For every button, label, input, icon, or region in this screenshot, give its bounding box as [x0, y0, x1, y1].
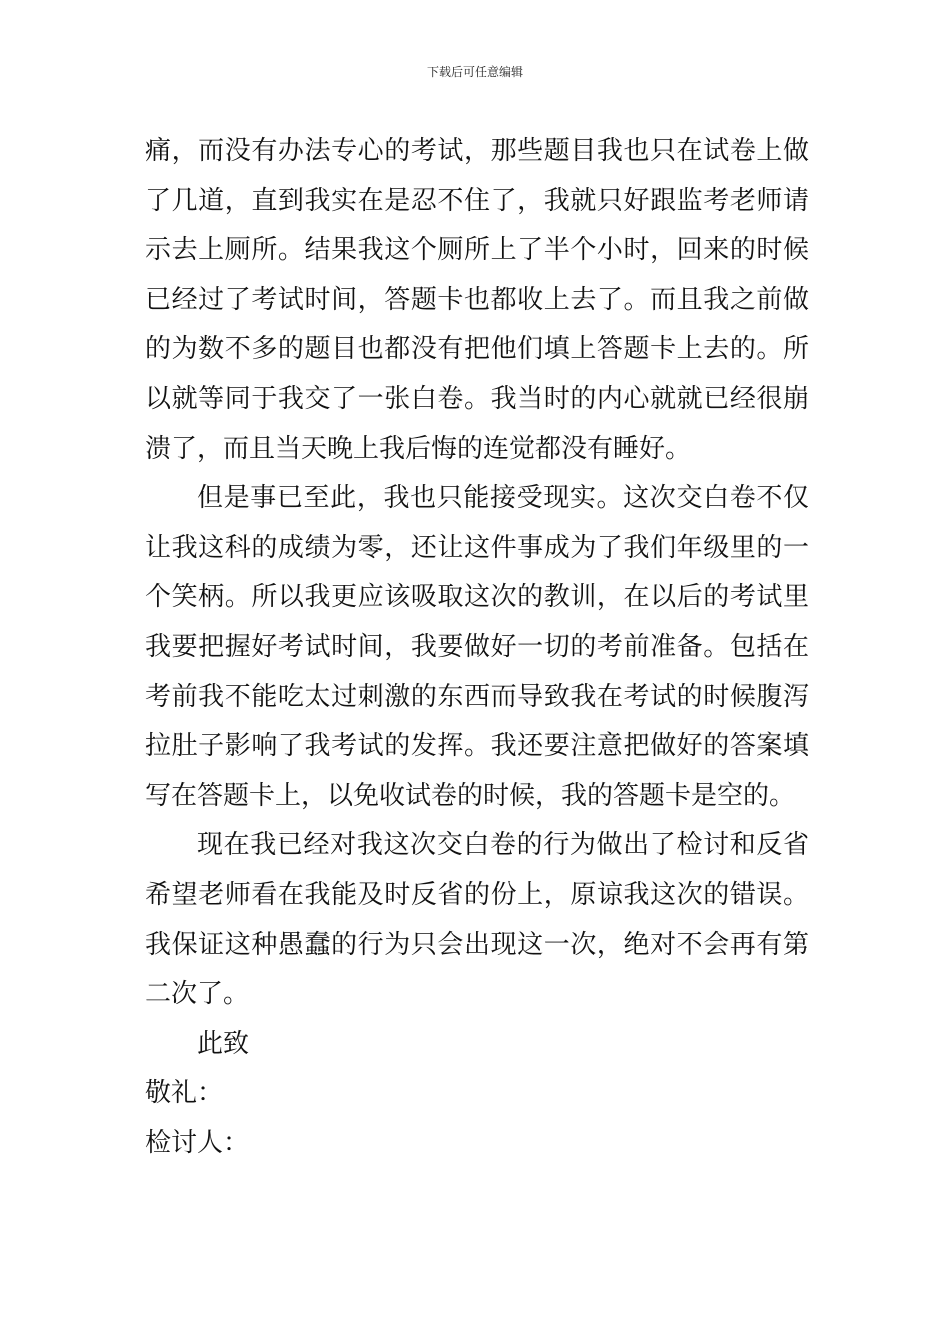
paragraph-3: 现在我已经对我这次交白卷的行为做出了检讨和反省希望老师看在我能及时反省的份上，原谅我这次的错误。我保证这种愚蠢的行为只会出现这一次，绝对不会再有第二次了。: [145, 830, 809, 1010]
document-body: [145, 127, 809, 1168]
salutation-line: 敬礼：: [145, 1078, 224, 1109]
page-header: 下载后可任意编辑: [426, 65, 523, 79]
paragraph-1: 痛，而没有办法专心的考试，那些题目我也只在试卷上做了几道，直到我实在是忍不住了，我就只好跟监考老师请示去上厕所。结果我这个厕所上了半个小时，回来的时候已经过了考试时间，答题卡也都收上去了。而且我之前做的为数不多的题目也都没有把他们填上答题卡上去的。所以就等同于我交了一张白卷。我当时的内心就就已经很崩溃了，而且当天晚上我后悔的连觉都没有睡好。: [145, 136, 809, 464]
closing-line: 此致: [197, 1028, 250, 1059]
signature-line: 检讨人：: [145, 1127, 250, 1158]
paragraph-2: 但是事已至此，我也只能接受现实。这次交白卷不仅让我这科的成绩为零，还让这件事成为了我们年级里的一个笑柄。所以我更应该吸取这次的教训，在以后的考试里我要把握好考试时间，我要做好一切的考前准备。包括在考前我不能吃太过刺激的东西而导致我在考试的时候腹泻拉肚子影响了我考试的发挥。我还要注意把做好的答案填写在答题卡上，以免收试卷的时候，我的答题卡是空的。: [145, 483, 809, 811]
